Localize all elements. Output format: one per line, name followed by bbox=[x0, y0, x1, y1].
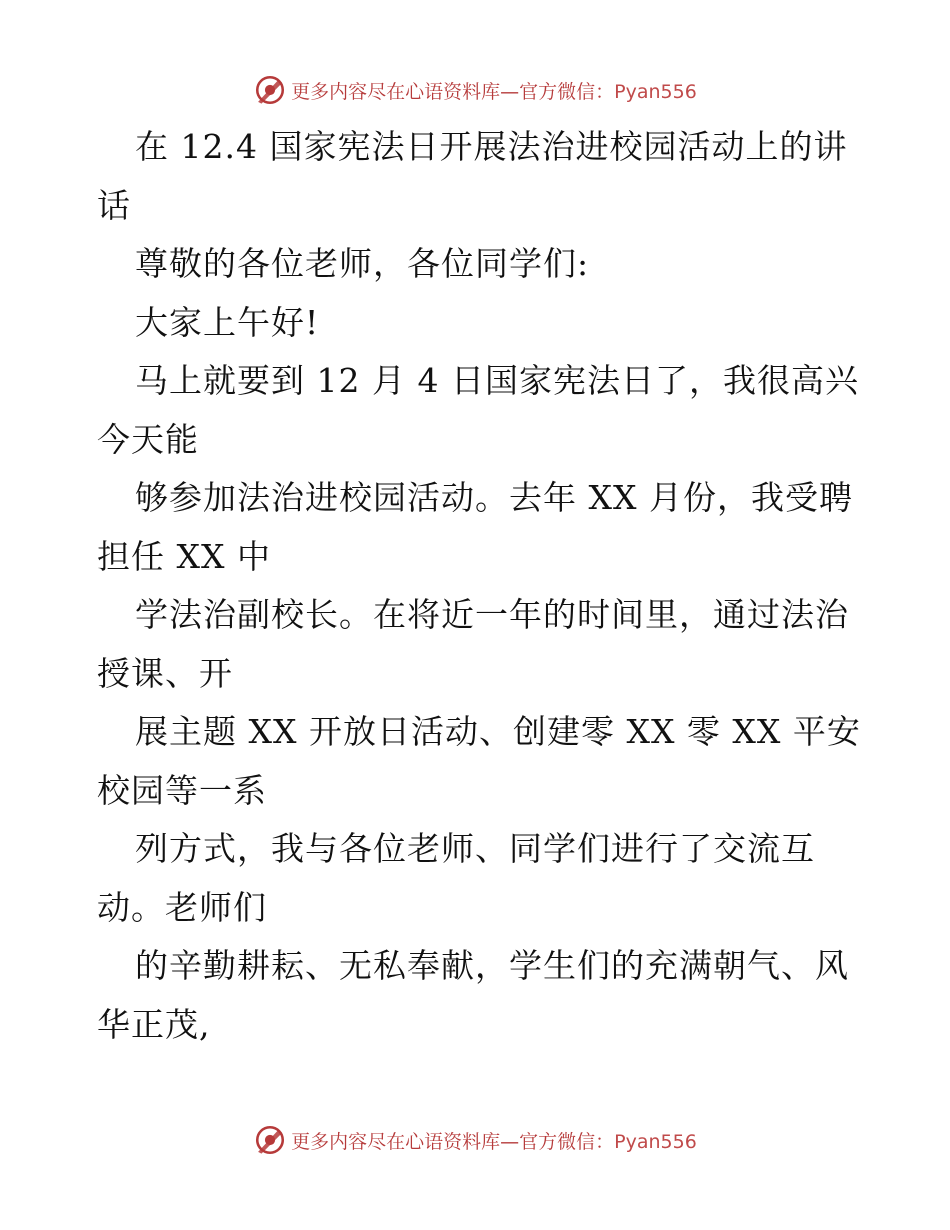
document-body bbox=[97, 118, 861, 1054]
text-line: 授课、开 bbox=[97, 653, 233, 693]
footer-watermark bbox=[0, 1120, 950, 1160]
text-line: 话 bbox=[97, 185, 131, 225]
pen-logo-icon bbox=[253, 73, 287, 107]
text-line: 学法治副校长。在将近一年的时间里，通过法治 bbox=[135, 595, 849, 634]
text-line: 在 12.4 国家宪法日开展法治进校园活动上的讲 bbox=[135, 127, 848, 166]
pen-logo-icon bbox=[253, 1123, 287, 1157]
text-line: 大家上午好! bbox=[135, 302, 320, 342]
watermark-text: 更多内容尽在心语资料库—官方微信：Pyan556 bbox=[291, 1130, 697, 1153]
text-line: 列方式，我与各位老师、同学们进行了交流互 bbox=[135, 829, 815, 868]
header-watermark bbox=[0, 70, 950, 110]
watermark-text: 更多内容尽在心语资料库—官方微信：Pyan556 bbox=[291, 80, 697, 103]
text-line: 的辛勤耕耘、无私奉献，学生们的充满朝气、风 bbox=[135, 946, 849, 985]
text-line: 校园等一系 bbox=[97, 770, 267, 810]
text-line: 担任 XX 中 bbox=[97, 536, 271, 576]
text-line: 动。老师们 bbox=[97, 887, 267, 927]
text-line: 展主题 XX 开放日活动、创建零 XX 零 XX 平安 bbox=[135, 712, 861, 751]
text-line: 尊敬的各位老师，各位同学们: bbox=[135, 244, 590, 283]
text-line: 今天能 bbox=[97, 419, 199, 459]
text-line: 马上就要到 12 月 4 日国家宪法日了，我很高兴 bbox=[135, 361, 859, 400]
text-line: 华正茂, bbox=[97, 1004, 211, 1044]
text-line: 够参加法治进校园活动。去年 XX 月份，我受聘 bbox=[135, 478, 853, 517]
